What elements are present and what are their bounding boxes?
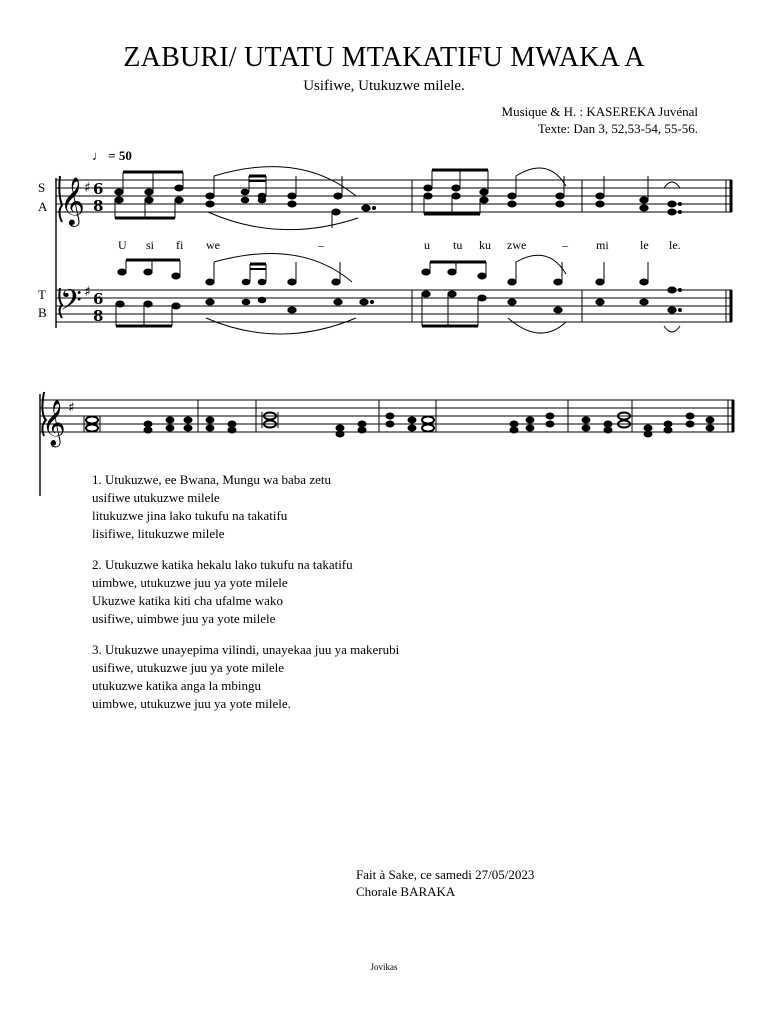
verse-line: usifiwe, utukuzwe juu ya yote milele xyxy=(92,660,285,675)
verse-line: usifiwe utukuzwe milele xyxy=(92,490,220,505)
lyric-syllable: le xyxy=(640,238,649,252)
text-reference: Texte: Dan 3, 52,53-54, 55-56. xyxy=(537,121,698,136)
lyric-syllable: le. xyxy=(669,238,681,252)
verse-line: litukuzwe jina lako tukufu na takatifu xyxy=(92,508,288,523)
lyric-syllable: zwe xyxy=(507,238,527,252)
tempo-value: = 50 xyxy=(108,148,132,163)
sharp-icon: ♯ xyxy=(84,180,91,196)
page-title: ZABURI/ UTATU MTAKATIFU MWAKA A xyxy=(123,42,645,73)
footer-credit: Jovikas xyxy=(370,962,398,972)
lyric-syllable: u xyxy=(424,238,430,252)
stanza-1 xyxy=(92,471,399,543)
place-date: Fait à Sake, ce samedi 27/05/2023 xyxy=(356,867,535,882)
verse-line: 2. Utukuzwe katika hekalu lako tukufu na takatifu xyxy=(92,557,353,572)
fermata-icon xyxy=(664,182,680,188)
verses-block xyxy=(92,471,399,726)
lyric-syllable: si xyxy=(146,238,155,252)
bass-clef-icon: 𝄢 xyxy=(60,284,82,324)
stanza-2 xyxy=(92,556,399,628)
treble-clef-icon: 𝄞 xyxy=(42,400,66,446)
sharp-icon: ♯ xyxy=(84,284,91,300)
svg-text:8: 8 xyxy=(93,307,104,325)
verse-line: uimbwe, utukuzwe juu ya yote milele. xyxy=(92,696,291,711)
verse-line: usifiwe, uimbwe juu ya yote milele xyxy=(92,611,276,626)
quarter-note-icon: ♩ xyxy=(92,148,105,163)
lyric-syllable: ku xyxy=(479,238,491,252)
lyric-syllable: – xyxy=(562,238,568,252)
lyric-syllable: we xyxy=(206,238,220,252)
verse-line: uimbwe, utukuzwe juu ya yote milele xyxy=(92,575,288,590)
stanza-3 xyxy=(92,641,399,713)
treble-staff-1 xyxy=(56,180,732,212)
voice-label-alto: A xyxy=(38,199,48,214)
sharp-icon: ♯ xyxy=(68,400,75,416)
lyric-syllable: – xyxy=(318,238,324,252)
bass-staff-1 xyxy=(56,290,732,322)
voice-label-tenor: T xyxy=(38,287,46,302)
verse-line: 3. Utukuzwe unayepima vilindi, unayekaa juu ya makerubi xyxy=(92,642,400,657)
svg-text:8: 8 xyxy=(93,197,104,215)
fermata-icon xyxy=(664,326,680,332)
svg-text:6: 6 xyxy=(93,180,104,198)
page-subtitle: Usifiwe, Utukuzwe milele. xyxy=(303,78,465,94)
choir-name: Chorale BARAKA xyxy=(356,884,456,899)
treble-clef-icon: 𝄞 xyxy=(60,176,85,225)
verse-line: 1. Utukuzwe, ee Bwana, Mungu wa baba zetu xyxy=(92,472,331,487)
voice-label-bass: B xyxy=(38,305,47,320)
verse-line: Ukuzwe katika kiti cha ufalme wako xyxy=(92,593,283,608)
footer-signature xyxy=(356,866,534,900)
verse-line: lisifiwe, litukuzwe milele xyxy=(92,526,225,541)
composer-credit: Musique & H. : KASEREKA Juvénal xyxy=(501,104,698,119)
lyric-syllable: mi xyxy=(596,238,609,252)
tenor-bass-notes xyxy=(116,260,682,326)
voice-label-soprano: S xyxy=(38,180,46,195)
lyric-syllable: fi xyxy=(176,238,184,252)
soprano-alto-notes xyxy=(115,170,682,228)
svg-text:6: 6 xyxy=(93,290,104,308)
lyric-syllable: U xyxy=(118,238,127,252)
verse-line: utukuzwe katika anga la mbingu xyxy=(92,678,261,693)
lyrics-row xyxy=(118,238,681,252)
lyric-syllable: tu xyxy=(453,238,463,252)
